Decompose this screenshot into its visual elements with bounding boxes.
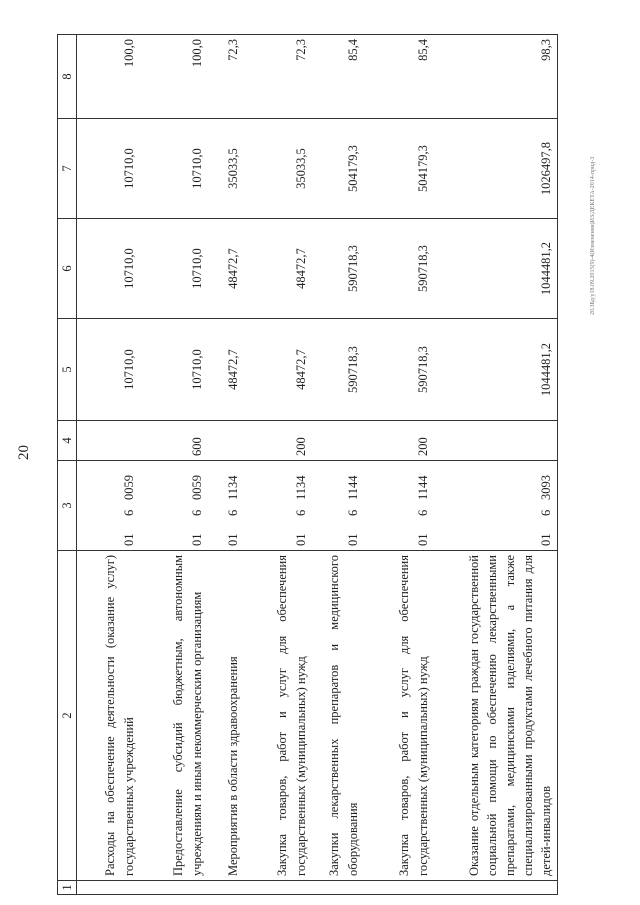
- code-subsection: 6: [539, 509, 553, 516]
- row-executed: 1026497,8: [434, 119, 558, 219]
- code-section: 01: [225, 533, 240, 546]
- row-percent: 72,3: [208, 35, 244, 119]
- code-article: 0059: [189, 475, 204, 500]
- code-subsection: 6: [189, 509, 204, 516]
- row-percent: 72,3: [244, 35, 312, 119]
- row-plan: 590718,3: [312, 319, 364, 421]
- row-vr: [434, 421, 558, 461]
- row-revised: 1044481,2: [434, 219, 558, 319]
- row-percent: 100,0: [140, 35, 208, 119]
- row-name: Закупка товаров, работ и услуг для обеспечения государственных (муниципальных) нужд: [364, 551, 434, 881]
- table-row: [244, 35, 312, 895]
- page-number: 20: [16, 445, 32, 460]
- row-name: Закупки лекарственных препаратов и медицинского оборудования: [312, 551, 364, 881]
- column-header: 2: [58, 551, 77, 881]
- cell-empty: [312, 881, 364, 895]
- row-executed: 10710,0: [140, 119, 208, 219]
- code-subsection: 6: [293, 509, 308, 516]
- row-executed: 504179,3: [312, 119, 364, 219]
- budget-table: [57, 34, 558, 895]
- row-name: Оказание отдельным категориям граждан государственной социальной помощи по обеспечению лекарственными препаратами, медицинскими изделиями, а также специализированными продуктами лечебного питания для детей-инвалидов: [434, 551, 558, 881]
- code-article: 1144: [415, 475, 430, 500]
- code-subsection: 6: [345, 509, 360, 516]
- row-revised: 10710,0: [77, 219, 140, 319]
- cell-empty: [140, 881, 208, 895]
- code-subsection: 6: [121, 509, 136, 516]
- cell-empty: [244, 881, 312, 895]
- row-plan: 10710,0: [77, 319, 140, 421]
- code-subsection: 6: [225, 509, 240, 516]
- row-code: [77, 461, 140, 551]
- row-plan: 1044481,2: [434, 319, 558, 421]
- row-code: [244, 461, 312, 551]
- row-vr: [312, 421, 364, 461]
- table-header-row: [58, 35, 77, 895]
- table-row: [364, 35, 434, 895]
- code-section: 01: [121, 533, 136, 546]
- cell-empty: [77, 881, 140, 895]
- row-revised: 10710,0: [140, 219, 208, 319]
- column-header: 8: [58, 35, 77, 119]
- code-section: 01: [189, 533, 204, 546]
- table-row: [312, 35, 364, 895]
- code-section: 01: [293, 533, 308, 546]
- code-section: 01: [539, 533, 553, 546]
- row-revised: 48472,7: [244, 219, 312, 319]
- code-subsection: 6: [415, 509, 430, 516]
- row-revised: 590718,3: [364, 219, 434, 319]
- column-header: 6: [58, 219, 77, 319]
- column-header: 7: [58, 119, 77, 219]
- row-name: Закупка товаров, работ и услуг для обеспечения государственных (муниципальных) нужд: [244, 551, 312, 881]
- row-revised: 48472,7: [208, 219, 244, 319]
- row-executed: 10710,0: [77, 119, 140, 219]
- row-plan: 590718,3: [364, 319, 434, 421]
- document-reference: 20.3Бд/у18.09.2015(9)-4(Изменения)ИЗ/ДЕКЕТА-2014-прид-3: [590, 156, 596, 315]
- column-header: 3: [58, 461, 77, 551]
- row-vr: 200: [244, 421, 312, 461]
- row-vr: [77, 421, 140, 461]
- code-section: 01: [415, 533, 430, 546]
- row-percent: 85,4: [312, 35, 364, 119]
- row-name: Предоставление субсидий бюджетным, автономным учреждениям и иным некоммерческим организациям: [140, 551, 208, 881]
- table-row: [208, 35, 244, 895]
- row-percent: 98,3: [434, 35, 558, 119]
- code-article: 1134: [293, 475, 308, 500]
- row-executed: 504179,3: [364, 119, 434, 219]
- row-vr: 600: [140, 421, 208, 461]
- row-plan: 48472,7: [244, 319, 312, 421]
- column-header: 4: [58, 421, 77, 461]
- cell-empty: [364, 881, 434, 895]
- row-executed: 35033,5: [208, 119, 244, 219]
- row-revised: 590718,3: [312, 219, 364, 319]
- code-article: 1134: [225, 475, 240, 500]
- table-row: [77, 35, 140, 895]
- code-article: 1144: [345, 475, 360, 500]
- row-plan: 10710,0: [140, 319, 208, 421]
- row-code: [434, 461, 558, 551]
- row-code: [364, 461, 434, 551]
- table-row: [434, 35, 558, 895]
- row-percent: 100,0: [77, 35, 140, 119]
- row-code: [208, 461, 244, 551]
- row-name: Расходы на обеспечение деятельности (оказание услуг) государственных учреждений: [77, 551, 140, 881]
- column-header: 1: [58, 881, 77, 895]
- row-vr: [208, 421, 244, 461]
- cell-empty: [434, 881, 558, 895]
- row-name: Мероприятия в области здравоохранения: [208, 551, 244, 881]
- row-percent: 85,4: [364, 35, 434, 119]
- code-article: 3093: [539, 475, 553, 500]
- table-row: [140, 35, 208, 895]
- code-article: 0059: [121, 475, 136, 500]
- column-header: 5: [58, 319, 77, 421]
- row-plan: 48472,7: [208, 319, 244, 421]
- row-vr: 200: [364, 421, 434, 461]
- row-code: [312, 461, 364, 551]
- code-section: 01: [345, 533, 360, 546]
- cell-empty: [208, 881, 244, 895]
- row-executed: 35033,5: [244, 119, 312, 219]
- row-code: [140, 461, 208, 551]
